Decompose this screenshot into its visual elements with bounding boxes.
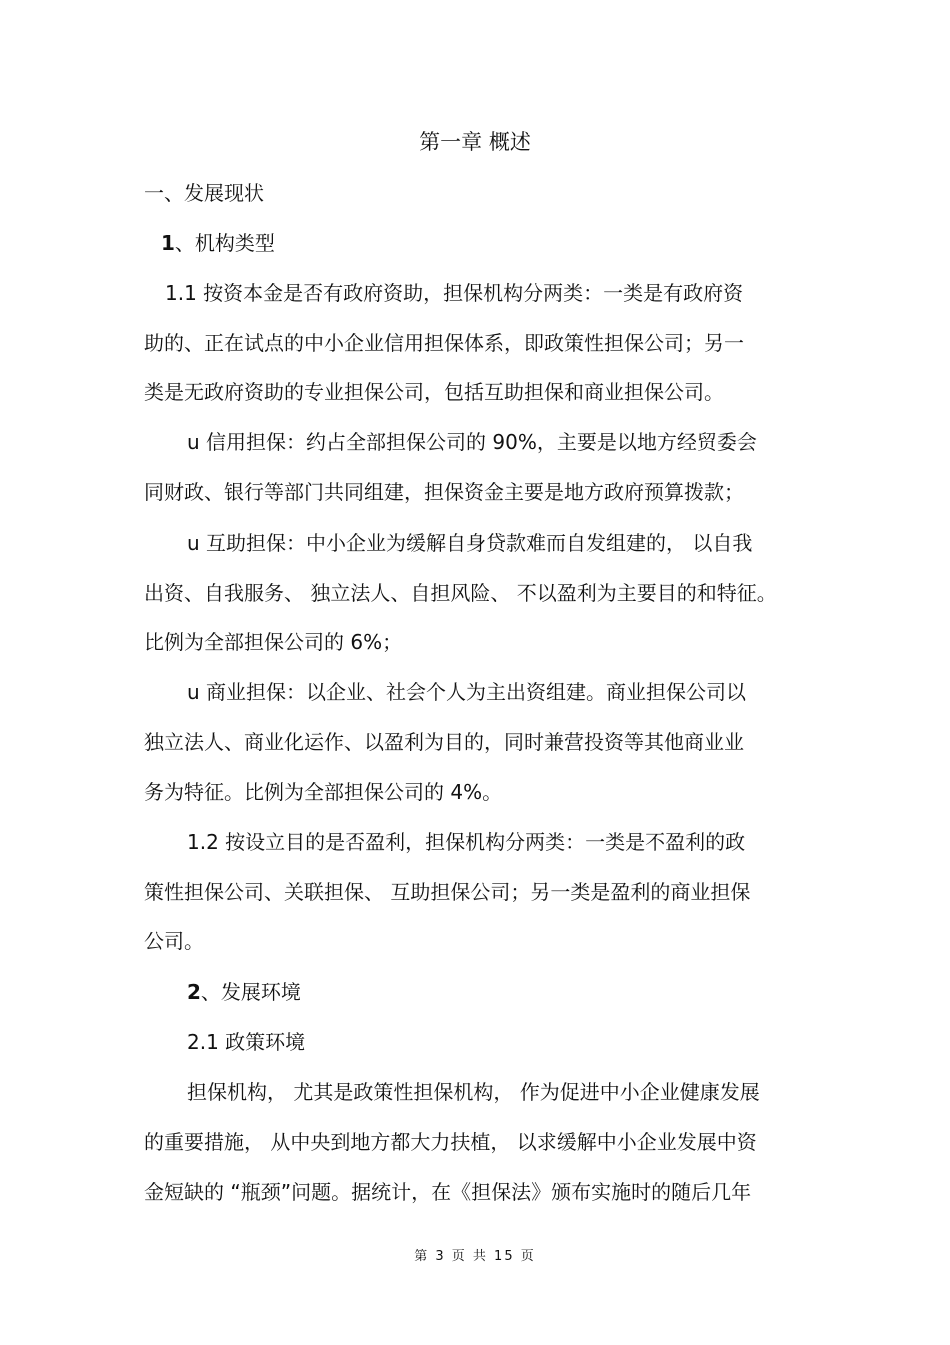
bullet-mutual-guarantee: u 互助担保：中小企业为缓解自身贷款难而自发组建的， 以自我 (187, 531, 753, 555)
paragraph-line: 公司。 (144, 929, 204, 953)
paragraph-line: 助的、正在试点的中小企业信用担保体系，即政策性担保公司；另一 (144, 331, 744, 355)
subheading-number: 1 (161, 231, 175, 255)
paragraph-line: 1.2 按设立目的是否盈利，担保机构分两类：一类是不盈利的政 (187, 830, 746, 854)
subheading-number: 2 (187, 980, 201, 1004)
paragraph-line: 比例为全部担保公司的 6%； (144, 630, 403, 654)
paragraph-line: 出资、自我服务、 独立法人、自担风险、 不以盈利为主要目的和特征。 (144, 581, 777, 605)
subheading-text: 、机构类型 (174, 231, 275, 255)
page-footer: 第 3 页 共 15 页 (414, 1249, 536, 1264)
paragraph-line: 金短缺的 “瓶颈”问题。据统计，在《担保法》颁布实施时的随后几年 (144, 1180, 752, 1204)
subheading-institution-types (161, 229, 275, 257)
paragraph-line: 担保机构， 尤其是政策性担保机构， 作为促进中小企业健康发展 (187, 1080, 760, 1104)
paragraph-line: 1.1 按资本金是否有政府资助，担保机构分两类：一类是有政府资 (165, 281, 744, 305)
bullet-commercial-guarantee: u 商业担保：以企业、社会个人为主出资组建。商业担保公司以 (187, 680, 747, 704)
section-heading: 一、发展现状 (144, 181, 264, 205)
paragraph-line: 同财政、银行等部门共同组建，担保资金主要是地方政府预算拨款； (144, 480, 744, 504)
subheading-development-environment (187, 978, 301, 1006)
paragraph-line: 务为特征。比例为全部担保公司的 4%。 (144, 780, 503, 804)
paragraph-line: 独立法人、商业化运作、以盈利为目的，同时兼营投资等其他商业业 (144, 730, 744, 754)
chapter-title: 第一章 概述 (419, 130, 531, 154)
subsection-policy-environment: 2.1 政策环境 (187, 1030, 306, 1054)
paragraph-line: 类是无政府资助的专业担保公司，包括互助担保和商业担保公司。 (144, 380, 724, 404)
subheading-text: 、发展环境 (200, 980, 301, 1004)
paragraph-line: 策性担保公司、关联担保、 互助担保公司；另一类是盈利的商业担保 (144, 880, 751, 904)
paragraph-line: 的重要措施， 从中央到地方都大力扶植， 以求缓解中小企业发展中资 (144, 1130, 757, 1154)
bullet-credit-guarantee: u 信用担保：约占全部担保公司的 90%，主要是以地方经贸委会 (187, 430, 757, 454)
